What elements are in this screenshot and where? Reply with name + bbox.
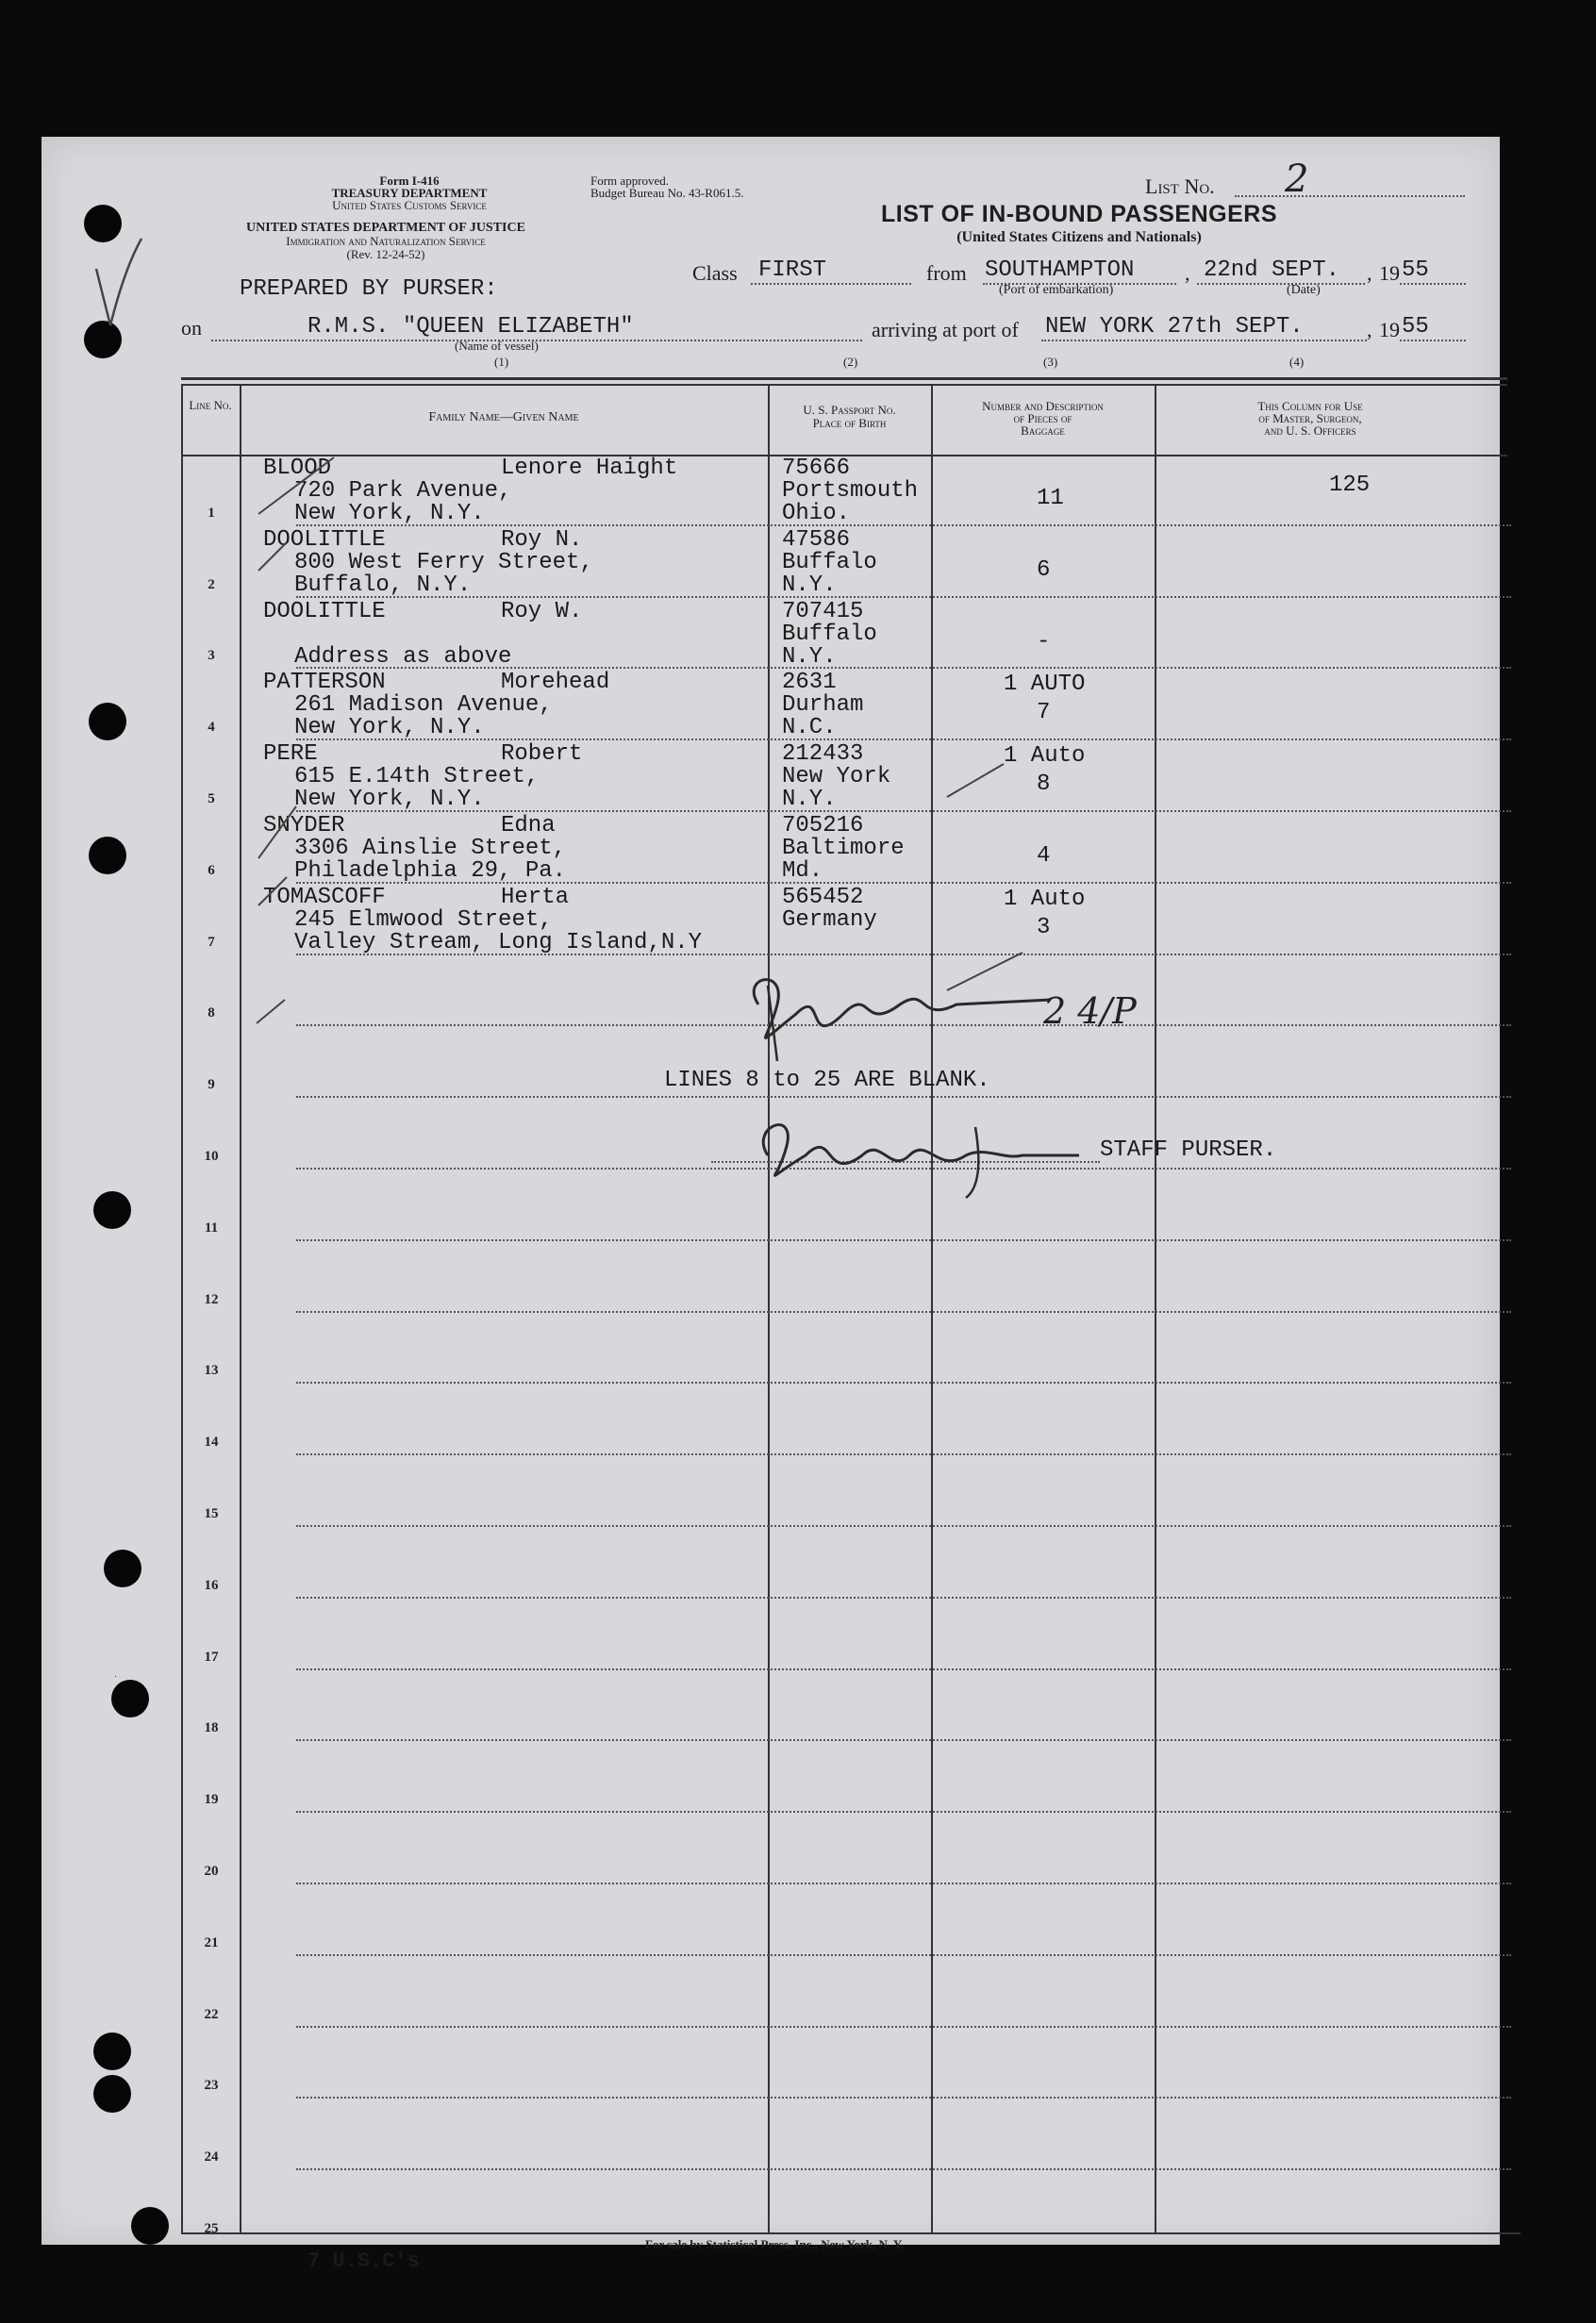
customs-service: United States Customs Service bbox=[332, 198, 487, 212]
family-name: PATTERSON bbox=[263, 670, 386, 696]
punch-hole bbox=[93, 2075, 131, 2113]
row-separator bbox=[296, 1954, 1511, 1956]
row-separator bbox=[296, 1239, 1511, 1241]
col-header-birth: Place of Birth bbox=[812, 416, 887, 430]
address-line-2: New York, N.Y. bbox=[294, 715, 485, 741]
line-number: 1 bbox=[208, 505, 215, 521]
given-name: Herta bbox=[501, 884, 570, 910]
baggage-note: 1 Auto bbox=[1004, 743, 1086, 770]
line-number: 6 bbox=[208, 862, 215, 878]
check-mark-icon bbox=[87, 231, 143, 335]
baggage-count: - bbox=[1037, 628, 1051, 655]
baggage-count: 4 bbox=[1037, 843, 1051, 869]
line-number: 5 bbox=[208, 791, 215, 806]
list-no-label: List No. bbox=[1145, 174, 1215, 198]
address-line-1: 261 Madison Avenue, bbox=[294, 692, 553, 719]
address-line-2: Address as above bbox=[294, 643, 512, 670]
passport-number: 2631 bbox=[782, 670, 837, 696]
address-line-2: New York, N.Y. bbox=[294, 501, 485, 526]
on-label: on bbox=[181, 316, 202, 340]
revision: (Rev. 12-24-52) bbox=[346, 247, 425, 261]
given-name: Roy W. bbox=[501, 598, 583, 624]
line-number: 20 bbox=[204, 1864, 219, 1879]
date-caption: (Date) bbox=[1287, 283, 1321, 297]
given-name: Robert bbox=[501, 741, 583, 768]
port-of-embarkation-caption: (Port of embarkation) bbox=[999, 283, 1114, 297]
vessel-caption: (Name of vessel) bbox=[455, 339, 539, 353]
family-name: SNYDER bbox=[263, 813, 345, 838]
baggage-count: 6 bbox=[1037, 556, 1051, 583]
list-no-value: 2 bbox=[1285, 158, 1309, 201]
arrival-port-date: NEW YORK 27th SEPT. bbox=[1045, 314, 1304, 340]
page-title: LIST OF IN-BOUND PASSENGERS bbox=[880, 201, 1277, 227]
passport-number: 565452 bbox=[782, 884, 864, 910]
baggage-note: 1 AUTO bbox=[1004, 672, 1086, 698]
form-approved: Form approved. bbox=[590, 174, 670, 188]
handwritten-note: 2 4/P bbox=[1043, 990, 1137, 1032]
col-header-officers-3: and U. S. Officers bbox=[1264, 423, 1356, 438]
line-number: 11 bbox=[204, 1220, 219, 1236]
row-separator bbox=[296, 1811, 1511, 1813]
line-number: 18 bbox=[204, 1720, 219, 1736]
given-name: Lenore Haight bbox=[501, 456, 678, 481]
line-number: 16 bbox=[204, 1577, 219, 1593]
passport-number: 212433 bbox=[782, 741, 864, 768]
place-of-birth: Buffalo bbox=[782, 549, 877, 575]
family-name: DOOLITTLE bbox=[263, 598, 386, 624]
treasury-dept: TREASURY DEPARTMENT bbox=[331, 186, 488, 200]
immigration-service: Immigration and Naturalization Service bbox=[286, 234, 486, 248]
line-number: 9 bbox=[208, 1077, 215, 1093]
row-separator bbox=[296, 1883, 1511, 1884]
line-number: 8 bbox=[208, 1005, 215, 1021]
passport-number: 705216 bbox=[782, 813, 864, 838]
place-of-birth: Baltimore bbox=[782, 836, 905, 861]
line-number: 3 bbox=[208, 648, 215, 664]
line-number: 12 bbox=[204, 1291, 219, 1307]
embark-year-prefix: 19 bbox=[1379, 261, 1400, 285]
passport-number: 707415 bbox=[782, 598, 864, 624]
address-line-2: Philadelphia 29, Pa. bbox=[294, 858, 567, 884]
embark-date: 22nd SEPT. bbox=[1204, 257, 1340, 283]
line-number: 21 bbox=[204, 1934, 219, 1950]
punch-hole bbox=[111, 1680, 149, 1717]
place-of-birth-state: Ohio. bbox=[782, 501, 851, 526]
row-separator bbox=[296, 2026, 1511, 2028]
row-separator bbox=[296, 1597, 1511, 1599]
address-line-2: Valley Stream, Long Island,N.Y bbox=[294, 929, 703, 955]
place-of-birth: Germany bbox=[782, 906, 877, 933]
staff-purser-label: STAFF PURSER. bbox=[1100, 1137, 1277, 1163]
col-header-officers-2: of Master, Surgeon, bbox=[1258, 411, 1362, 425]
place-of-birth: Durham bbox=[782, 692, 864, 719]
line-number: 23 bbox=[204, 2078, 219, 2094]
place-of-birth: New York bbox=[782, 764, 891, 790]
punch-hole bbox=[89, 837, 126, 874]
line-number: 22 bbox=[204, 2006, 219, 2022]
blank-lines-note: LINES 8 to 25 ARE BLANK. bbox=[664, 1068, 990, 1093]
line-number: 10 bbox=[204, 1149, 219, 1164]
col-header-baggage-1: Number and Description bbox=[982, 399, 1104, 413]
family-name: PERE bbox=[263, 741, 318, 768]
address-line-1: 3306 Ainslie Street, bbox=[294, 836, 567, 861]
line-number: 4 bbox=[208, 720, 215, 736]
line-number: 13 bbox=[204, 1363, 219, 1379]
passport-number: 47586 bbox=[782, 526, 851, 553]
place-of-birth: Portsmouth bbox=[782, 478, 919, 504]
baggage-count: 8 bbox=[1037, 772, 1051, 798]
place-of-birth-state: N.Y. bbox=[782, 572, 837, 598]
col-header-officers-1: This Column for Use bbox=[1257, 399, 1363, 413]
family-name: DOOLITTLE bbox=[263, 526, 386, 553]
address-line-2: Buffalo, N.Y. bbox=[294, 572, 472, 598]
punch-hole bbox=[89, 703, 126, 740]
line-number: 15 bbox=[204, 1506, 219, 1521]
row-separator bbox=[296, 1739, 1511, 1741]
row-separator bbox=[296, 2097, 1511, 2099]
signature-officer bbox=[721, 948, 1079, 1080]
col-header-baggage-2: of Pieces of bbox=[1013, 411, 1072, 425]
officer-entry: 125 bbox=[1329, 473, 1371, 498]
class-value: FIRST bbox=[758, 257, 827, 283]
punch-hole bbox=[115, 1676, 116, 1677]
baggage-count: 11 bbox=[1037, 486, 1064, 511]
arriving-label: arriving at port of bbox=[872, 318, 1019, 341]
family-name: BLOOD bbox=[263, 456, 332, 481]
punch-hole bbox=[93, 2033, 131, 2070]
punch-hole bbox=[93, 1191, 131, 1229]
given-name: Edna bbox=[501, 813, 556, 838]
prepared-by: PREPARED BY PURSER: bbox=[240, 276, 498, 302]
punch-hole bbox=[104, 1550, 141, 1587]
justice-dept: UNITED STATES DEPARTMENT OF JUSTICE bbox=[246, 221, 525, 235]
budget-bureau: Budget Bureau No. 43-R061.5. bbox=[590, 186, 744, 200]
place-of-birth: Buffalo bbox=[782, 621, 877, 647]
given-name: Roy N. bbox=[501, 526, 583, 553]
row-separator bbox=[296, 1525, 1511, 1527]
place-of-birth-state: Md. bbox=[782, 858, 823, 884]
given-name: Morehead bbox=[501, 670, 610, 696]
caption-2: (2) bbox=[843, 355, 858, 369]
line-number: 19 bbox=[204, 1792, 219, 1808]
col-header-line-no: Line No. bbox=[189, 398, 232, 412]
line-number: 7 bbox=[208, 934, 215, 950]
row-separator bbox=[296, 1382, 1511, 1384]
from-label: from bbox=[926, 261, 967, 285]
arrival-year: 55 bbox=[1402, 314, 1429, 340]
arrival-year-prefix: 19 bbox=[1379, 318, 1400, 341]
address-line-2: New York, N.Y. bbox=[294, 787, 485, 813]
line-number: 24 bbox=[204, 2149, 219, 2165]
footer-usc-count: 7 U.S.C's bbox=[308, 2249, 420, 2273]
page-subtitle: (United States Citizens and Nationals) bbox=[956, 229, 1202, 245]
port-of-embarkation: SOUTHAMPTON bbox=[985, 257, 1135, 283]
row-separator bbox=[296, 1668, 1511, 1670]
place-of-birth-state: N.C. bbox=[782, 715, 837, 741]
baggage-count: 7 bbox=[1037, 700, 1051, 726]
line-number: 14 bbox=[204, 1435, 219, 1451]
row-separator bbox=[296, 1453, 1511, 1455]
footer-printer: For sale by Statistical Press, Inc., New York, N. Y. bbox=[645, 2237, 905, 2251]
col-header-name: Family Name—Given Name bbox=[428, 410, 579, 424]
caption-4: (4) bbox=[1289, 355, 1305, 369]
address-line-1: 245 Elmwood Street, bbox=[294, 906, 553, 933]
address-line-1: 800 West Ferry Street, bbox=[294, 549, 593, 575]
manifest-page: Form I-416 TREASURY DEPARTMENT United States Customs Service UNITED STATES DEPARTMENT OF JUSTICE Immigration and Naturalization Service (Rev. 12-24-52) Form approved. Budget Bureau No. 43-R061.5. List No. 2 LIST OF IN-BOUND PASSENGERS (United States Citizens and Nationals) PREPARED BY PURSER: Class FIRST from SOUTHAMPTON (Port of embarkation) , 22nd SEPT. (Date) , 19 55 on R.M.S. "QUEEN ELIZABETH" (Name of vessel) arriving at port of NEW YORK 27th SEPT. , 19 55 (1) (2) (3) (4) Line No. Family Name—Given Name U. S. Passport No. Place of Birth Number and Description of Pieces of Baggage This Column for Use of Master, Surgeon, and U. S. Officers 1 2 3 4 5 6 7 8 9 10 11 12 13 14 15 16 17 18 19 20 21 22 23 24 25 BLOOD Lenore Haight 720 Park Avenue, New York, N.Y. 75666 Portsmouth Ohio. 11 125 DOOLITTLE Roy N. 800 West Ferry Street, Buffalo, N.Y. 47586 Buffalo N.Y. 6 DOOLITTLE Roy W. Address as above 707415 Buffalo N.Y. - PATTERSON Morehead 261 Madison Avenue, New York, N.Y. 2631 Durham N.C. 7 1 AUTO PERE Robert 615 E.14th Street, New York, N.Y. 212433 New York N.Y. 8 1 Auto SNYDER Edna 3306 Ainslie Street, Philadelphia 29, Pa. 705216 Baltimore Md. 4 TOMASCOFF Herta 245 Elmwood Street, Valley Stream, Long Island,N.Y 565452 Germany 3 1 Auto LINES 8 to 25 ARE BLANK. STAFF PURSER. 2 4/P 7 U.S.C's For sale by Statistical Press, Inc., New York, N. Y. bbox=[42, 137, 1500, 2245]
passport-number: 75666 bbox=[782, 456, 851, 481]
baggage-note: 1 Auto bbox=[1004, 886, 1086, 912]
family-name: TOMASCOFF bbox=[263, 884, 386, 910]
class-label: Class bbox=[692, 261, 738, 285]
form-number: Form I-416 bbox=[379, 174, 440, 188]
vessel-name: R.M.S. "QUEEN ELIZABETH" bbox=[308, 314, 634, 340]
punch-hole bbox=[131, 2207, 169, 2245]
signature-purser bbox=[740, 1089, 1098, 1203]
address-line-1: 615 E.14th Street, bbox=[294, 764, 540, 790]
line-number: 2 bbox=[208, 576, 215, 592]
embark-year: 55 bbox=[1402, 257, 1429, 283]
line-number: 17 bbox=[204, 1649, 219, 1665]
address-line-1: 720 Park Avenue, bbox=[294, 478, 512, 504]
caption-3: (3) bbox=[1043, 355, 1058, 369]
line-number: 25 bbox=[204, 2221, 219, 2236]
baggage-count: 3 bbox=[1037, 914, 1051, 940]
col-header-baggage-3: Baggage bbox=[1021, 423, 1065, 438]
row-separator bbox=[296, 2168, 1511, 2170]
place-of-birth-state: N.Y. bbox=[782, 643, 837, 670]
col-header-passport: U. S. Passport No. bbox=[803, 403, 896, 417]
row-separator bbox=[296, 1311, 1511, 1313]
place-of-birth-state: N.Y. bbox=[782, 787, 837, 813]
caption-1: (1) bbox=[494, 355, 509, 369]
